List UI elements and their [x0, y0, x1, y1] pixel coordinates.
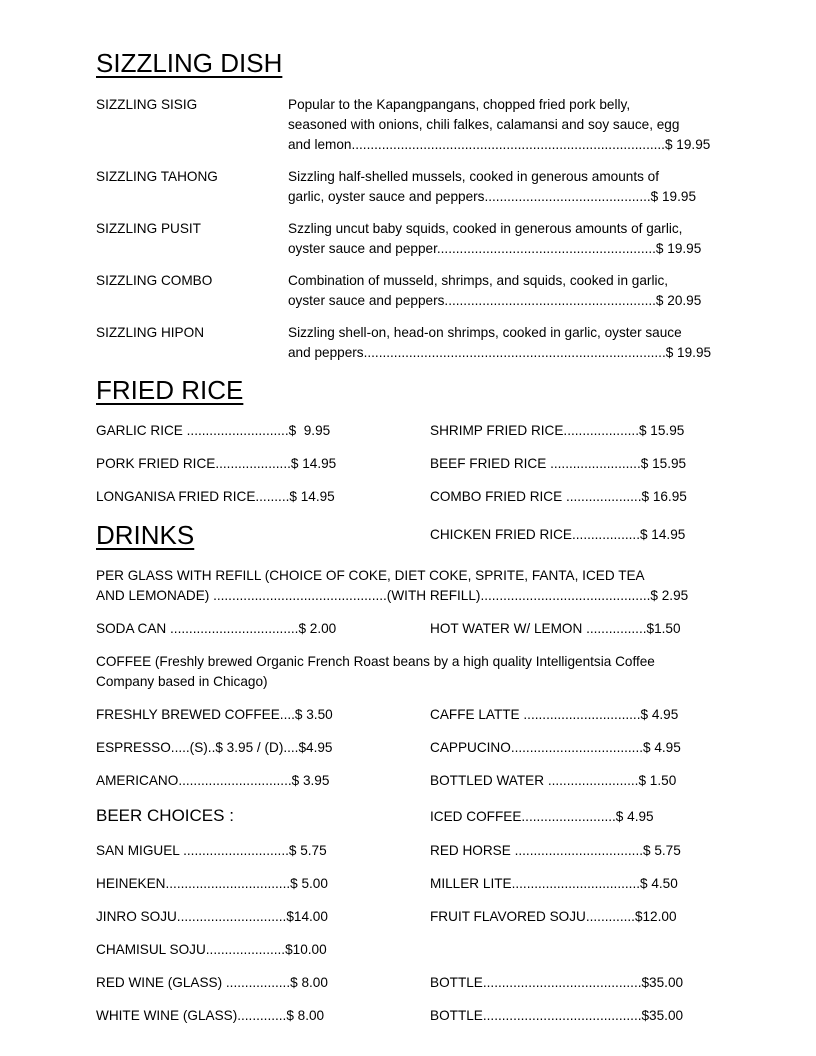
menu-row	[96, 841, 720, 861]
menu-item-price-line: JINRO SOJU.............................$14.00	[96, 909, 328, 924]
description-line: Szzling uncut baby squids, cooked in generous amounts of garlic,	[288, 221, 683, 236]
menu-row	[96, 907, 720, 927]
menu-row	[96, 973, 720, 993]
description-line: Combination of musseld, shrimps, and squids, cooked in garlic,	[288, 273, 669, 288]
menu-item-price-line: CAPPUCINO...................................$ 4.95	[430, 740, 681, 755]
section-heading-fried-rice: FRIED RICE	[96, 375, 244, 405]
menu-row	[96, 421, 720, 441]
menu-item-price-line: GARLIC RICE ...........................$ 9.95	[96, 423, 331, 438]
menu-row	[96, 1006, 720, 1026]
menu-item-sizzling-tahong	[96, 167, 720, 207]
menu-row	[96, 705, 720, 725]
menu-row	[96, 487, 720, 507]
menu-item-description	[288, 95, 720, 155]
coffee-note-paragraph	[96, 652, 720, 692]
menu-item-price-line: FRUIT FLAVORED SOJU.............$12.00	[430, 909, 677, 924]
description-line: Sizzling half-shelled mussels, cooked in generous amounts of	[288, 169, 660, 184]
menu-item-description	[288, 167, 720, 207]
menu-item-price-line: BOTTLED WATER ........................$ 1.50	[430, 773, 677, 788]
menu-item-price-line: SAN MIGUEL ............................$ 5.75	[96, 843, 327, 858]
menu-item-sizzling-pusit	[96, 219, 720, 259]
menu-item-price-line: BOTTLE..........................................$35.00	[430, 975, 684, 990]
menu-item-name: SIZZLING HIPON	[96, 325, 205, 340]
description-line: Popular to the Kapangpangans, chopped fried pork belly,	[288, 97, 631, 112]
menu-item-price-line: COMBO FRIED RICE ....................$ 16.95	[430, 489, 687, 504]
section-heading-drinks: DRINKS	[96, 520, 195, 550]
menu-item-price-line: LONGANISA FRIED RICE.........$ 14.95	[96, 489, 335, 504]
menu-item-price-line: WHITE WINE (GLASS).............$ 8.00	[96, 1008, 325, 1023]
menu-item-price-line: HEINEKEN.................................$ 5.00	[96, 876, 328, 891]
menu-row	[96, 804, 720, 828]
menu-item-price-line: SODA CAN ..................................$ 2.00	[96, 621, 337, 636]
menu-item-price-line: HOT WATER W/ LEMON ................$1.50	[430, 621, 681, 636]
menu-item-price-line: BEEF FRIED RICE ........................$ 15.95	[430, 456, 687, 471]
menu-item-sizzling-sisig	[96, 95, 720, 155]
menu-item-description	[288, 271, 720, 311]
description-line: oyster sauce and pepper..........................................................$ 19.95	[288, 241, 702, 256]
menu-item-price-line: CAFFE LATTE ...............................$ 4.95	[430, 707, 679, 722]
menu-row	[96, 738, 720, 758]
section-heading-sizzling-dish: SIZZLING DISH	[96, 48, 283, 78]
menu-item-price-line: FRESHLY BREWED COFFEE....$ 3.50	[96, 707, 333, 722]
menu-item-price-line	[430, 940, 720, 960]
menu-item-price-line: MILLER LITE..................................$ 4.50	[430, 876, 678, 891]
menu-item-name: SIZZLING PUSIT	[96, 221, 201, 236]
menu-item-price-line: RED HORSE ..................................$ 5.75	[430, 843, 681, 858]
menu-item-price-line: BOTTLE..........................................$35.00	[430, 1008, 684, 1023]
menu-item-price-line: CHICKEN FRIED RICE..................$ 14.95	[430, 527, 686, 542]
coffee-note-line: COFFEE (Freshly brewed Organic French Roast beans by a high quality Intelligentsia Coffee	[96, 654, 655, 669]
menu-row	[96, 940, 720, 960]
menu-item-price-line: PORK FRIED RICE....................$ 14.95	[96, 456, 337, 471]
menu-item-name: SIZZLING SISIG	[96, 97, 198, 112]
per-glass-paragraph	[96, 566, 720, 606]
per-glass-line: AND LEMONADE) ..............................................(WITH REFILL).............................................$ 2.95	[96, 588, 689, 603]
description-line: seasoned with onions, chili falkes, calamansi and soy sauce, egg	[288, 117, 680, 132]
description-line: oyster sauce and peppers........................................................$ 20.95	[288, 293, 702, 308]
description-line: and peppers................................................................................$ 19.95	[288, 345, 712, 360]
menu-row	[96, 520, 720, 550]
menu-item-sizzling-hipon	[96, 323, 720, 363]
menu-item-description	[288, 219, 720, 259]
per-glass-line: PER GLASS WITH REFILL (CHOICE OF COKE, DIET COKE, SPRITE, FANTA, ICED TEA	[96, 568, 645, 583]
menu-item-price-line: ICED COFFEE.........................$ 4.95	[430, 809, 654, 824]
menu-row	[96, 771, 720, 791]
coffee-note-line: Company based in Chicago)	[96, 674, 268, 689]
subheading-beer-choices: BEER CHOICES :	[96, 806, 234, 825]
menu-item-sizzling-combo	[96, 271, 720, 311]
menu-item-name: SIZZLING TAHONG	[96, 169, 218, 184]
menu-item-price-line: RED WINE (GLASS) .................$ 8.00	[96, 975, 328, 990]
menu-item-name: SIZZLING COMBO	[96, 273, 213, 288]
menu-item-price-line: CHAMISUL SOJU.....................$10.00	[96, 942, 327, 957]
description-line: Sizzling shell-on, head-on shrimps, cooked in garlic, oyster sauce	[288, 325, 682, 340]
description-line: garlic, oyster sauce and peppers............................................$ 19.95	[288, 189, 696, 204]
menu-row	[96, 874, 720, 894]
menu-item-description	[288, 323, 720, 363]
menu-item-price-line: SHRIMP FRIED RICE....................$ 15.95	[430, 423, 685, 438]
menu-row	[96, 454, 720, 474]
description-line: and lemon...................................................................................$ 19.95	[288, 137, 711, 152]
menu-row	[96, 619, 720, 639]
menu-item-price-line: ESPRESSO.....(S)..$ 3.95 / (D)....$4.95	[96, 740, 333, 755]
menu-item-price-line: AMERICANO..............................$ 3.95	[96, 773, 330, 788]
